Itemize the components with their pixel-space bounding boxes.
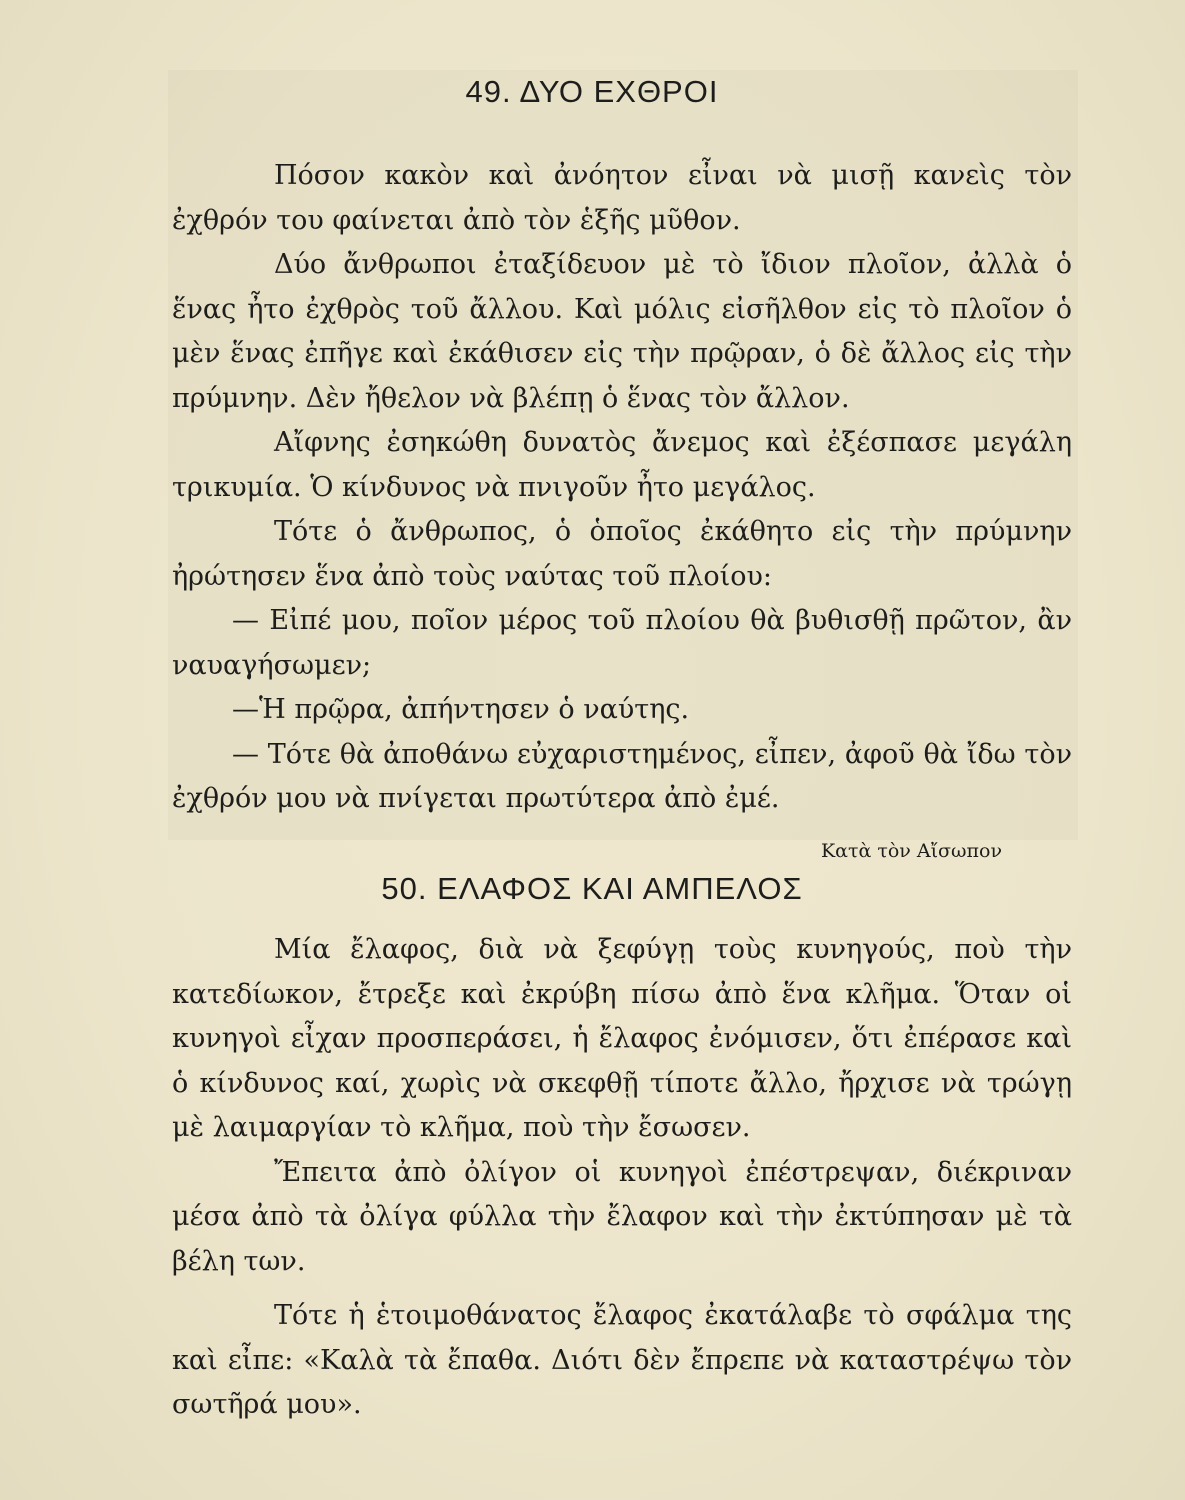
story-body-49 — [172, 154, 1072, 870]
paragraph: Πόσον κακὸν καὶ ἀνόητον εἶναι νὰ μισῇ κανεὶς τὸν ἐχθρόν του φαίνεται ἀπὸ τὸν ἑξῆς μῦθον. — [172, 160, 1072, 236]
paragraph: Ἔπειτα ἀπὸ ὀλίγον οἱ κυνηγοὶ ἐπέστρεψαν, διέκριναν μέσα ἀπὸ τὰ ὀλίγα φύλλα τὴν ἔλαφον καὶ τὴν ἐκτύπησαν μὲ τὰ βέλη των. — [172, 1156, 1072, 1277]
story-title-50: 50. ΕΛΑΦΟΣ ΚΑΙ ΑΜΠΕΛΟΣ — [381, 871, 803, 906]
dialog-line: —Ἡ πρῷρα, ἀπήντησεν ὁ ναύτης. — [232, 694, 690, 725]
dialog-line: — Εἰπέ μου, ποῖον μέρος τοῦ πλοίου θὰ βυθισθῇ πρῶτον, ἂν ναυαγήσωμεν; — [172, 605, 1072, 681]
paragraph: Τότε ὁ ἄνθρωπος, ὁ ὁποῖος ἐκάθητο εἰς τὴν πρύμνην ἠρώτησεν ἕνα ἀπὸ τοὺς ναύτας τοῦ πλοίου: — [172, 516, 1072, 592]
attribution: Κατὰ τὸν Αἴσωπον — [820, 839, 1002, 862]
paragraph: Μία ἔλαφος, διὰ νὰ ξεφύγῃ τοὺς κυνηγούς, ποὺ τὴν κατεδίωκον, ἔτρεξε καὶ ἐκρύβη πίσω ἀπὸ ἕνα κλῆμα. Ὅταν οἱ κυνηγοὶ εἶχαν προσπεράσει, ἡ ἔλαφος ἐνόμισεν, ὅτι ἐπέρασε καὶ ὁ κίνδυνος καί, χωρὶς νὰ σκεφθῇ τίποτε ἄλλο, ἤρχισε νὰ τρώγῃ μὲ λαιμαργίαν τὸ κλῆμα, ποὺ τὴν ἔσωσεν. — [172, 934, 1072, 1143]
dialog-line: — Τότε θὰ ἀποθάνω εὐχαριστημένος, εἶπεν, ἀφοῦ θὰ ἴδω τὸν ἐχθρόν μου νὰ πνίγεται πρωτύτερα ἀπὸ ἐμέ. — [172, 738, 1072, 814]
paragraph: Δύο ἄνθρωποι ἐταξίδευον μὲ τὸ ἴδιον πλοῖον, ἀλλὰ ὁ ἕνας ἦτο ἐχθρὸς τοῦ ἄλλου. Καὶ μόλις εἰσῆλθον εἰς τὸ πλοῖον ὁ μὲν ἕνας ἐπῆγε καὶ ἐκάθισεν εἰς τὴν πρῷραν, ὁ δὲ ἄλλος εἰς τὴν πρύμνην. Δὲν ἤθελον νὰ βλέπῃ ὁ ἕνας τὸν ἄλλον. — [172, 249, 1072, 414]
paragraph: Τότε ἡ ἑτοιμοθάνατος ἔλαφος ἐκατάλαβε τὸ σφάλμα της καὶ εἶπε: «Καλὰ τὰ ἔπαθα. Διότι δὲν ἔπρεπε νὰ καταστρέψω τὸν σωτῆρά μου». — [172, 1300, 1072, 1420]
story-title-49: 49. ΔΥΟ ΕΧΘΡΟΙ — [465, 74, 719, 109]
paragraph: Αἴφνης ἐσηκώθη δυνατὸς ἄνεμος καὶ ἐξέσπασε μεγάλη τρικυμία. Ὁ κίνδυνος νὰ πνιγοῦν ἦτο μεγάλος. — [172, 427, 1072, 503]
story-body-50 — [172, 928, 1072, 1428]
